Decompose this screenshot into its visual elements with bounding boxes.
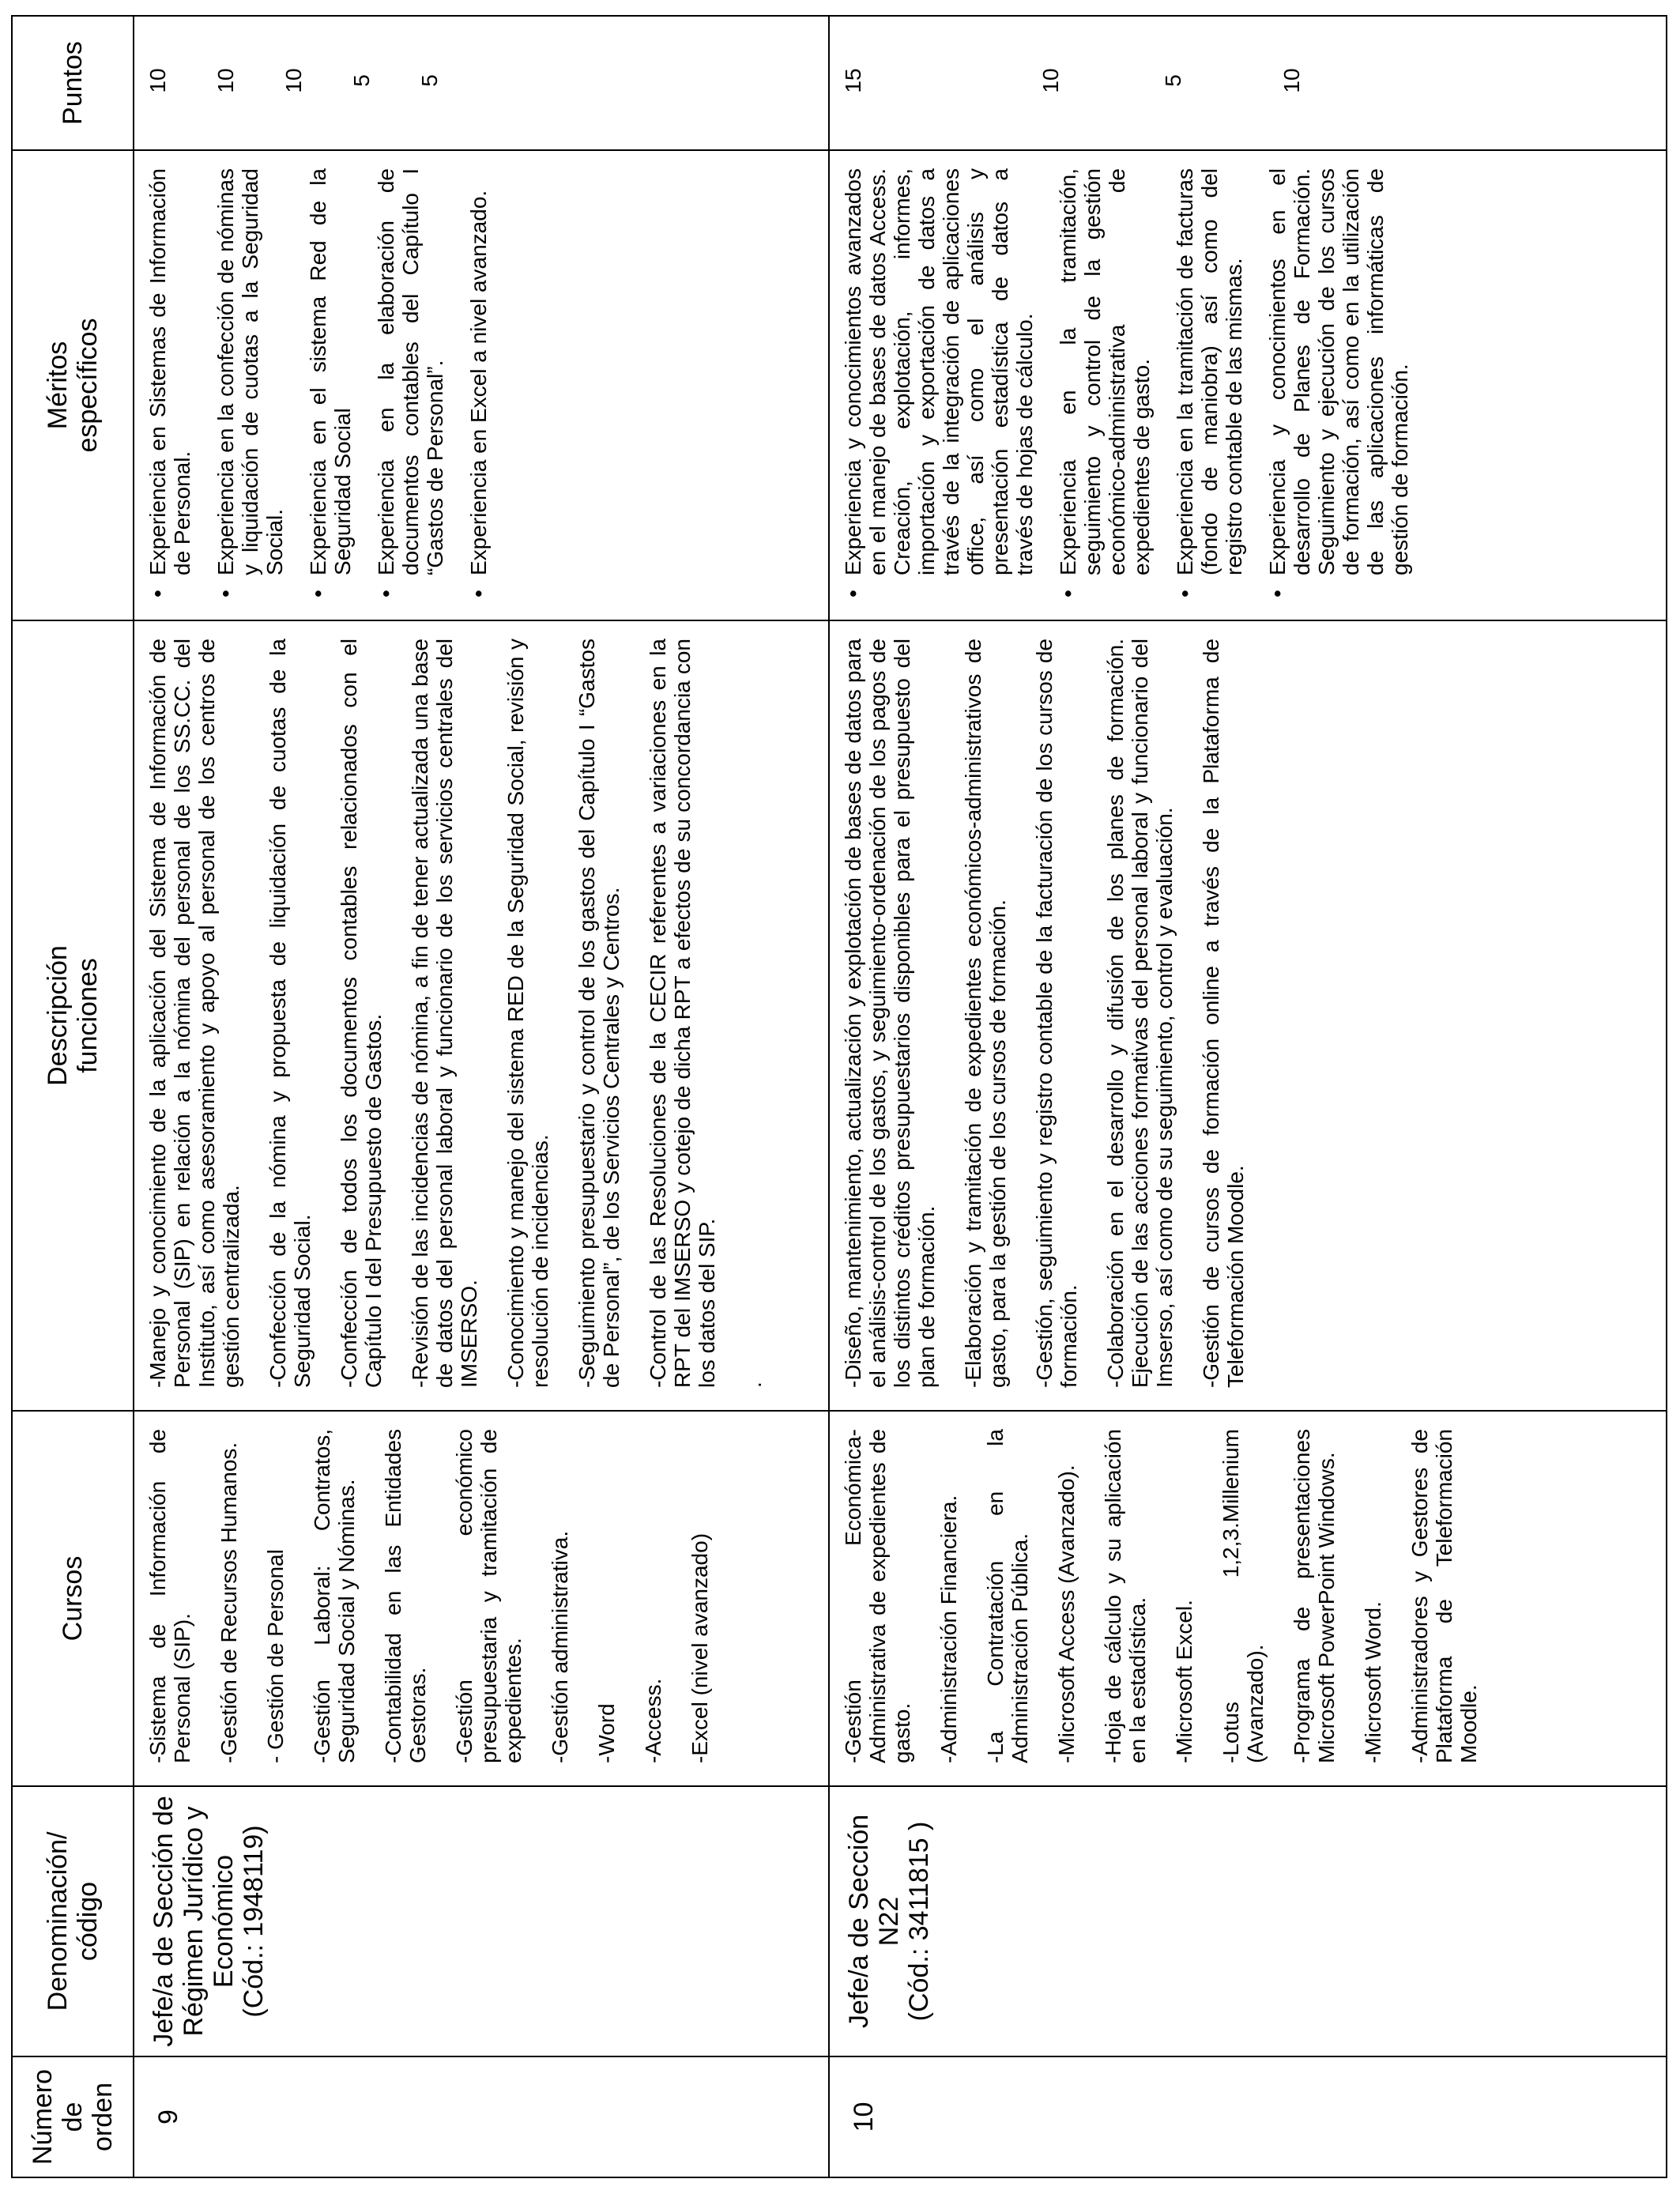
cell-puntos (134, 16, 829, 150)
list-item: . (741, 1382, 766, 1388)
list-item: -Gestión de cursos de formación online a través de la Plataforma de Teleformación Moodle. (1199, 639, 1248, 1388)
list-item: -Sistema de Información de Personal (SIP). (145, 1429, 194, 1763)
cell-denominacion (829, 1786, 1667, 2056)
points-value: 10 (213, 68, 238, 93)
list-item: -Gestión, seguimiento y registro contable de la facturación de los cursos de formación. (1032, 639, 1081, 1388)
list-item: -Contabilidad en las Entidades Gestoras. (381, 1429, 430, 1763)
order-number: 10 (849, 2102, 879, 2132)
list-item: -Manejo y conocimiento de la aplicación del Sistema de Información de Personal (SIP) en relación a la nómina del personal de los SS.CC. del Instituto, así como asesoramiento y apoyo al personal de los centros de gestión centralizada. (145, 639, 243, 1388)
functions-list (134, 621, 796, 1410)
points-value: 10 (281, 68, 306, 93)
list-item: -Gestión administrativa. (548, 1530, 572, 1763)
list-item: -Microsoft Word. (1361, 1601, 1385, 1763)
cell-meritos (134, 150, 829, 620)
list-item: -Programa de presentaciones Microsoft PowerPoint Windows. (1290, 1429, 1339, 1763)
table-row (829, 16, 1667, 2177)
header-descripcion: Descripción funciones (12, 620, 134, 1411)
header-meritos: Méritos específicos (12, 150, 134, 620)
list-item: -Diseño, mantenimiento, actualización y explotación de bases de datos para el análisis-control de los gastos, y seguimiento-ordenación de los pagos de los distintos créditos presupuestarios disponibles para el presupuesto del plan de formación. (841, 639, 939, 1388)
list-item: -Colaboración en el desarrollo y difusión de los planes de formación. Ejecución de las acciones formativas del personal laboral y funcionario del Imserso, así como de su seguimiento, control y evaluación. (1103, 639, 1177, 1388)
points-list (830, 17, 1312, 149)
points-value: 10 (1279, 68, 1304, 93)
list-item: • Experiencia en Excel a nivel avanzado. (466, 168, 491, 598)
list-item: -La Contratación en la Administración Pública. (983, 1429, 1032, 1763)
job-positions-table (11, 15, 1667, 2178)
list-item: • Experiencia en la tramitación de facturas (fondo de maniobra) así como del registro contable de las mismas. (1173, 168, 1246, 598)
list-item: -Administradores y Gestores de Plataforma de Teleformación Moodle. (1407, 1429, 1481, 1763)
list-item: -Confección de la nómina y propuesta de liquidación de cuotas de la Seguridad Social. (266, 639, 315, 1388)
list-item: -Confección de todos los documentos contables relacionados con el Capítulo I del Presupuesto de Gastos. (337, 639, 386, 1388)
list-item: -Microsoft Excel. (1172, 1600, 1196, 1763)
cell-puntos (829, 16, 1667, 150)
list-item: -Elaboración y tramitación de expedientes económicos-administrativos de gasto, para la gestión de los cursos de formación. (961, 639, 1010, 1388)
header-puntos: Puntos (12, 16, 134, 150)
list-item: • Experiencia y conocimientos avanzados en el manejo de bases de datos Access. Creación, explotación, informes, importación y exportación de datos a través de la integración de aplicaciones office, así como el análisis y presentación estadística de datos a través de hojas de cálculo. (841, 168, 1037, 598)
cell-numero (829, 2056, 1667, 2177)
list-item: -Microsoft Access (Avanzado). (1054, 1465, 1079, 1763)
list-item: -Gestión de Recursos Humanos. (217, 1442, 241, 1763)
courses-list (134, 1412, 742, 1785)
list-item: -Hoja de cálculo y su aplicación en la estadística. (1101, 1429, 1150, 1763)
cell-denominacion (134, 1786, 829, 2056)
list-item: -Control de las Resoluciones de la CECIR referentes a variaciones en la RPT del IMSERSO y cotejo de dicha RPT a efectos de su concordancia con los datos del SIP. (646, 639, 719, 1388)
list-item: -Word (594, 1703, 619, 1763)
points-value: 5 (417, 74, 442, 87)
list-item: -Gestión económico presupuestaria y tramitación de expedientes. (452, 1429, 525, 1763)
merits-list (134, 151, 518, 620)
header-cursos: Cursos (12, 1411, 134, 1786)
list-item: • Experiencia en Sistemas de Información de Personal. (145, 168, 194, 598)
list-item: -Seguimiento presupuestario y control de los gastos del Capítulo I “Gastos de Personal”, de los Servicios Centrales y Centros. (574, 639, 623, 1388)
cell-descripcion (829, 620, 1667, 1411)
points-value: 10 (1038, 68, 1063, 93)
points-value: 5 (1161, 74, 1185, 87)
functions-list (830, 621, 1278, 1410)
list-item: -Access. (641, 1678, 665, 1763)
merits-list (830, 151, 1439, 620)
order-number: 9 (153, 2109, 183, 2124)
list-item: • Experiencia en la tramitación, seguimiento y control de la gestión económico-administrativa de expedientes de gasto. (1056, 168, 1154, 598)
cell-descripcion (134, 620, 829, 1411)
list-item: • Experiencia y conocimientos en el desarrollo de Planes de Formación. Seguimiento y ejecución de los cursos de formación, así como en la utilización de las aplicaciones informáticas de gestión de formación. (1265, 168, 1412, 598)
points-value: 10 (145, 68, 170, 93)
courses-list (830, 1412, 1511, 1785)
list-item: -Lotus 1,2,3.Millenium (Avanzado). (1219, 1429, 1268, 1763)
list-item: -Revisión de las incidencias de nómina, a fin de tener actualizada una base de datos del personal laboral y funcionario de los servicios centrales del IMSERSO. (408, 639, 481, 1388)
header-numero-orden: Número de orden (12, 2056, 134, 2177)
cell-meritos (829, 150, 1667, 620)
table-row (134, 16, 829, 2177)
points-value: 5 (349, 74, 374, 87)
header-denominacion: Denominación/ código (12, 1786, 134, 2056)
list-item: • Experiencia en la elaboración de documentos contables del Capítulo I “Gastos de Personal”. (374, 168, 447, 598)
list-item: • Experiencia en la confección de nóminas y liquidación de cuotas a la Seguridad Social. (213, 168, 287, 598)
list-item: -Administración Financiera. (936, 1495, 961, 1763)
points-list (134, 17, 450, 149)
position-name: Jefe/a de Sección de Régimen Jurídico y Económico (Cód.: 1948119) (149, 1796, 269, 2047)
list-item: -Gestión Económica-Administrativa de expedientes de gasto. (841, 1429, 914, 1763)
cell-cursos (829, 1411, 1667, 1786)
points-value: 15 (841, 68, 865, 93)
list-item: -Conocimiento y manejo del sistema RED de la Seguridad Social, revisión y resolución de incidencias. (503, 639, 552, 1388)
position-name: Jefe/a de Sección N22 (Cód.: 3411815 ) (844, 1814, 934, 2029)
list-item: -Excel (nivel avanzado) (687, 1532, 712, 1763)
cell-cursos (134, 1411, 829, 1786)
list-item: -Gestión Laboral: Contratos, Seguridad Social y Nóminas. (310, 1429, 359, 1763)
list-item: - Gestión de Personal (263, 1549, 288, 1763)
cell-numero (134, 2056, 829, 2177)
header-row (12, 16, 134, 2177)
list-item: • Experiencia en el sistema Red de la Seguridad Social (306, 168, 355, 598)
